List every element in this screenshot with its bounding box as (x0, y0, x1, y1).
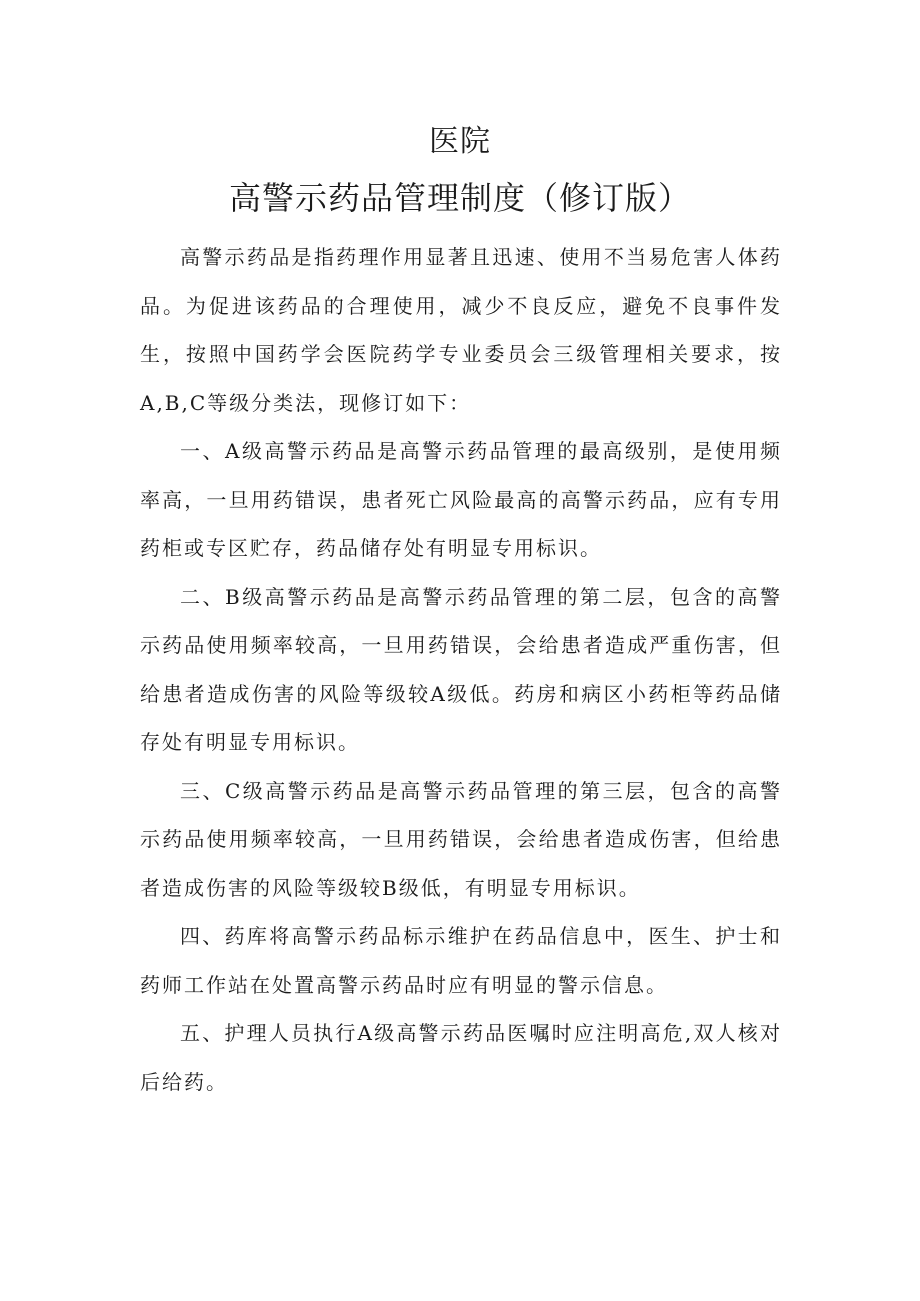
rule-paragraph-4: 四、药库将高警示药品标示维护在药品信息中，医生、护士和药师工作站在处置高警示药品时应有明显的警示信息。 (140, 924, 782, 997)
document-body (140, 233, 782, 1106)
intro-paragraph: 高警示药品是指药理作用显著且迅速、使用不当易危害人体药品。为促进该药品的合理使用，减少不良反应，避免不良事件发生，按照中国药学会医院药学专业委员会三级管理相关要求，按A,B,C等级分类法，现修订如下： (140, 245, 782, 415)
rule-paragraph-3: 三、C级高警示药品是高警示药品管理的第三层，包含的高警示药品使用频率较高，一旦用药错误，会给患者造成伤害，但给患者造成伤害的风险等级较B级低，有明显专用标识。 (140, 778, 782, 900)
hospital-title: 医院 (429, 124, 491, 159)
rule-paragraph-2: 二、B级高警示药品是高警示药品管理的第二层，包含的高警示药品使用频率较高，一旦用药错误，会给患者造成严重伤害，但给患者造成伤害的风险等级较A级低。药房和病区小药柜等药品储存处有明显专用标识。 (140, 584, 782, 754)
rule-paragraph-5: 五、护理人员执行A级高警示药品医嘱时应注明高危,双人核对后给药。 (140, 1021, 782, 1094)
document-title: 高警示药品管理制度（修订版） (228, 179, 691, 217)
rule-paragraph-1: 一、A级高警示药品是高警示药品管理的最高级别，是使用频率高，一旦用药错误，患者死亡风险最高的高警示药品，应有专用药柜或专区贮存，药品储存处有明显专用标识。 (140, 439, 782, 560)
